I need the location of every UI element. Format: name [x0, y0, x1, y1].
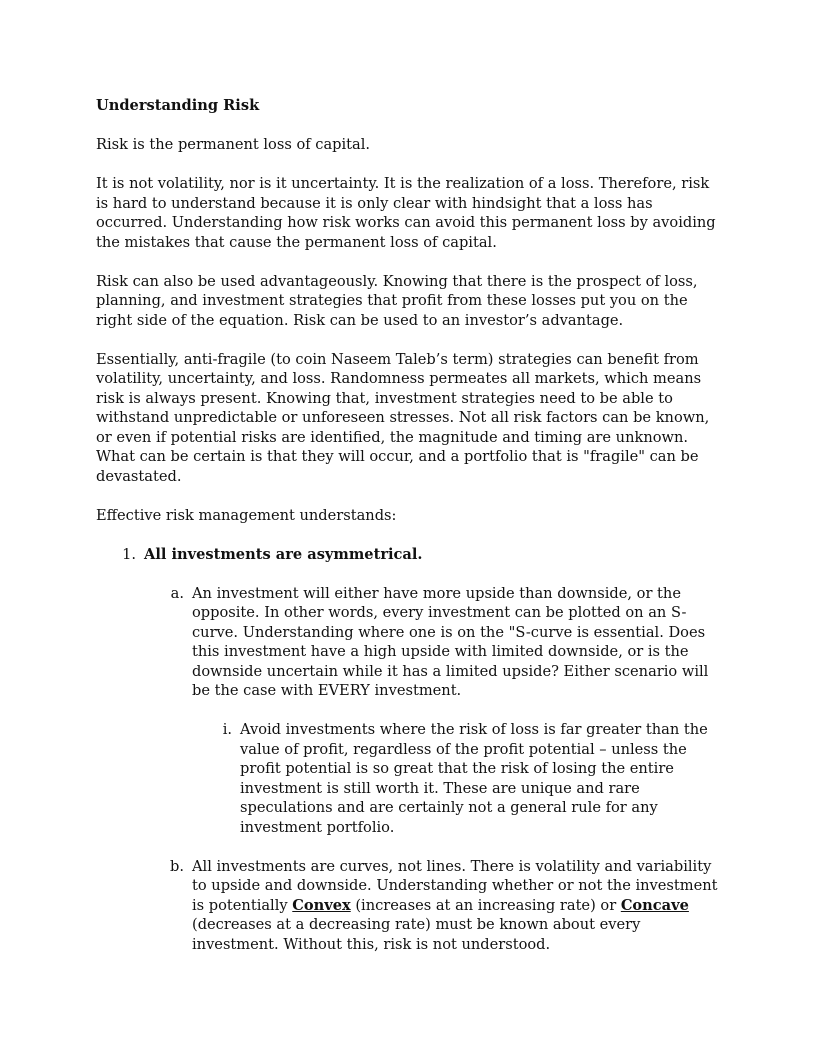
concave-term: Concave	[620, 896, 689, 914]
convex-term: Convex	[292, 896, 351, 914]
list-item-1	[96, 545, 722, 565]
list-marker: b.	[170, 857, 184, 875]
list-item-i	[96, 720, 722, 837]
list-marker: a.	[170, 584, 184, 602]
list-item-b	[96, 857, 722, 955]
paragraph-risk-definition: Risk is the permanent loss of capital.	[96, 136, 371, 153]
list-item-text: All investments are asymmetrical.	[144, 545, 423, 563]
list-item-text-middle: (increases at an increasing rate) or	[350, 896, 621, 914]
list-marker: i.	[222, 721, 232, 738]
list-item-text	[192, 858, 718, 953]
list-item-text: An investment will either have more upside than downside, or the opposite. In other words, every investment can be plotted on an S-curve. Understanding where one is on the "S-curve is essential. Does this investment have a high upside with limited downside, or is the downside uncertain while it has a limited upside? Either scenario will be the case with EVERY investment.	[192, 584, 709, 699]
document-page	[96, 96, 722, 974]
list-marker: 1.	[122, 545, 136, 563]
paragraph-effective-risk-management: Effective risk management understands:	[96, 506, 397, 524]
paragraph-not-volatility: It is not volatility, nor is it uncertainty. It is the realization of a loss. Therefore, risk is hard to understand because it is only clear with hindsight that a loss has occurred. Understanding how risk works can avoid this permanent loss by avoiding the mistakes that cause the permanent loss of capital.	[96, 175, 716, 251]
list-item-text-end: (decreases at a decreasing rate) must be known about every investment. Without this, risk is not understood.	[192, 916, 641, 953]
list-item-text-start: All investments are curves, not lines. There is volatility and variability to upside and downside. Understanding whether or not the investment is potentially	[192, 857, 718, 914]
paragraph-advantageous-risk: Risk can also be used advantageously. Knowing that there is the prospect of loss, planning, and investment strategies that profit from these losses put you on the right side of the equation. Risk can be used to an investor’s advantage.	[96, 272, 698, 329]
list-item-text: Avoid investments where the risk of loss is far greater than the value of profit, regardless of the profit potential – unless the profit potential is so great that the risk of losing the entire investment is still worth it. These are unique and rare speculations and are certainly not a general rule for any investment portfolio.	[240, 721, 708, 836]
document-title: Understanding Risk	[96, 97, 260, 114]
list-item-a	[96, 584, 722, 701]
paragraph-anti-fragile: Essentially, anti-fragile (to coin Naseem Taleb’s term) strategies can benefit from volatility, uncertainty, and loss. Randomness permeates all markets, which means risk is always present. Knowing that, investment strategies need to be able to withstand unpredictable or unforeseen stresses. Not all risk factors can be known, or even if potential risks are identified, the magnitude and timing are unknown. What can be certain is that they will occur, and a portfolio that is "fragile" can be devastated.	[96, 350, 710, 485]
